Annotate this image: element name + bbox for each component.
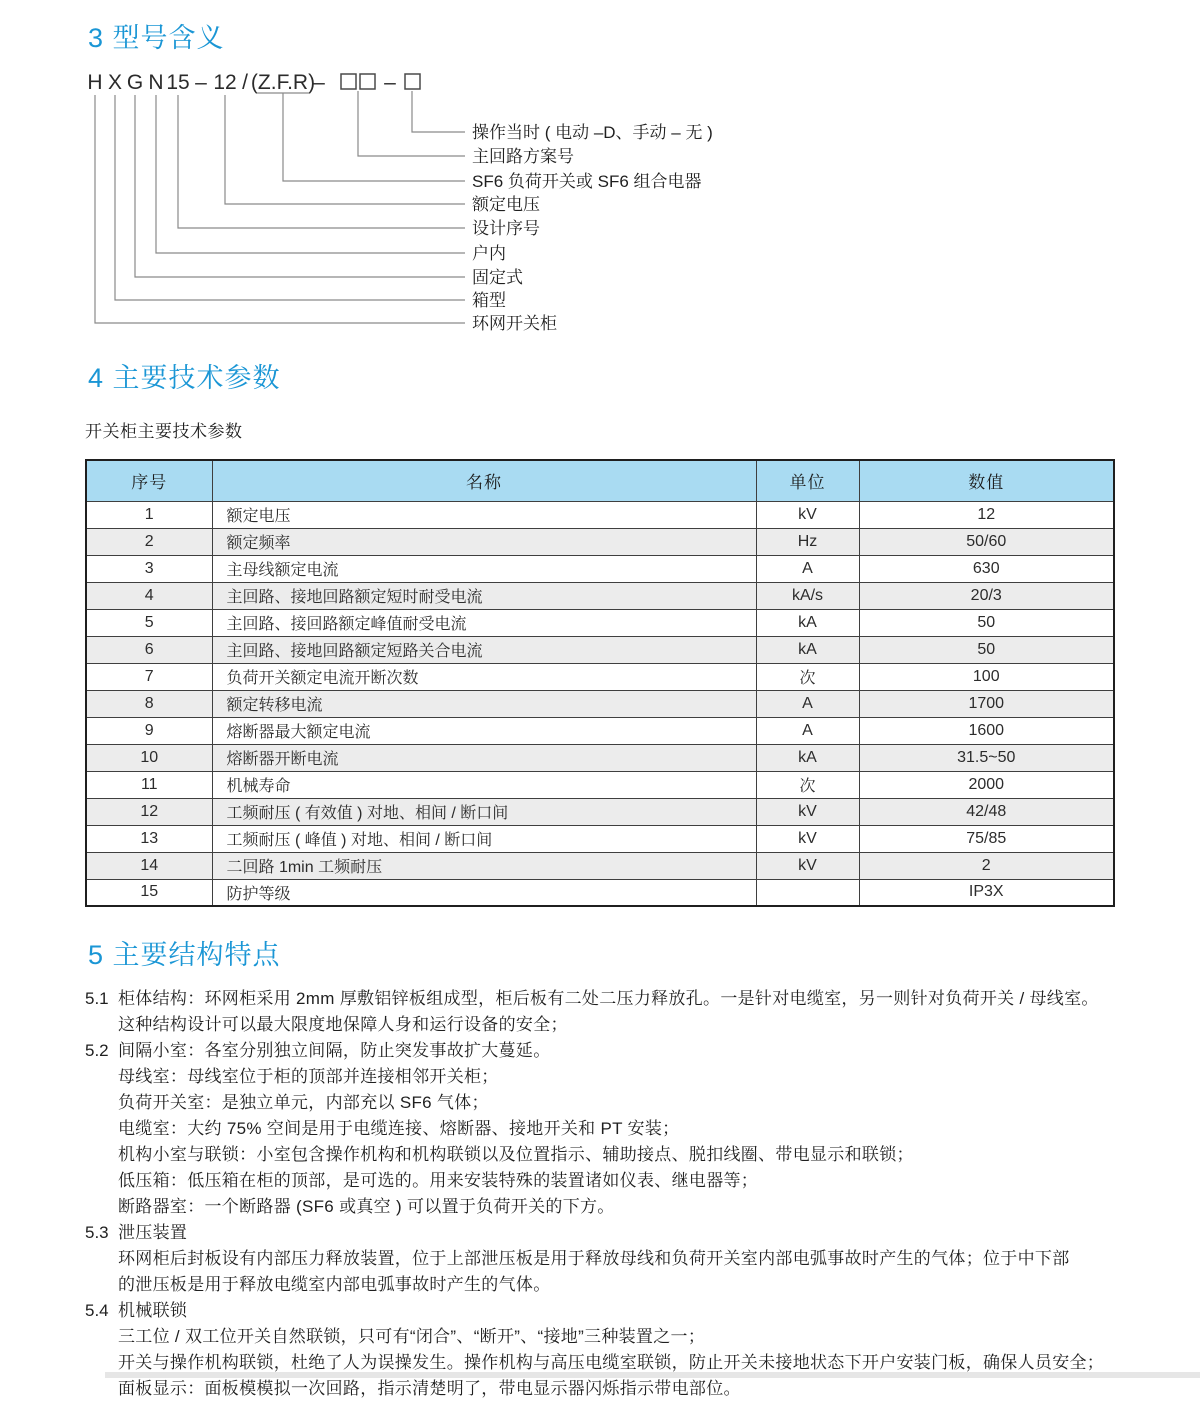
table-row (86, 717, 1114, 744)
connector-line (156, 95, 465, 253)
row-unit-cell: A (756, 690, 859, 717)
table-row (86, 852, 1114, 879)
diagram-label: SF6 负荷开关或 SF6 组合电器 (472, 172, 702, 191)
section5-line (85, 1012, 1190, 1038)
diagram-label: 固定式 (472, 268, 523, 287)
section5-line-text: 机械联锁 (118, 1301, 188, 1320)
model-token: H (87, 71, 103, 94)
section3-heading: 3 型号含义 (88, 23, 225, 53)
row-no-cell: 9 (86, 717, 212, 744)
diagram-label: 额定电压 (472, 195, 540, 214)
row-value-cell: 42/48 (859, 798, 1114, 825)
row-no-cell: 6 (86, 636, 212, 663)
section5-line-number (85, 1012, 118, 1038)
row-no-cell: 14 (86, 852, 212, 879)
table-row (86, 609, 1114, 636)
diagram-label: 箱型 (472, 291, 506, 310)
row-unit-cell: A (756, 717, 859, 744)
diagram-label: 主回路方案号 (472, 147, 574, 166)
section5-line-text: 的泄压板是用于释放电缆室内部电弧事故时产生的气体。 (118, 1275, 551, 1294)
table-row (86, 663, 1114, 690)
row-no-cell: 5 (86, 609, 212, 636)
row-value-cell: 12 (859, 501, 1114, 528)
model-token: – (313, 71, 325, 94)
connector-line (283, 93, 465, 181)
model-token: – (384, 71, 396, 94)
section5-line-text: 开关与操作机构联锁，杜绝了人为误操发生。操作机构与高压电缆室联锁，防止开关未接地状态下开户安装门板，确保人员安全； (118, 1353, 1105, 1372)
placeholder-box (360, 74, 375, 89)
section5-line-number (85, 1376, 118, 1402)
row-name-cell: 额定频率 (212, 528, 756, 555)
section5-line (85, 1142, 1190, 1168)
section5-line-text: 环网柜后封板设有内部压力释放装置，位于上部泄压板是用于释放母线和负荷开关室内部电弧事故时产生的气体；位于中下部 (118, 1249, 1070, 1268)
section5-line (85, 1194, 1190, 1220)
row-name-cell: 主回路、接回路额定峰值耐受电流 (212, 609, 756, 636)
model-code-diagram (85, 67, 1095, 342)
model-token: / (242, 71, 248, 94)
section5-line-text: 泄压装置 (118, 1223, 188, 1242)
row-no-cell: 13 (86, 825, 212, 852)
row-value-cell: 50 (859, 636, 1114, 663)
table-subtitle: 开关柜主要技术参数 (85, 422, 243, 441)
table-row (86, 555, 1114, 582)
row-no-cell: 12 (86, 798, 212, 825)
model-token: – (195, 71, 207, 94)
model-token: (Z.F.R) (250, 71, 316, 94)
model-token: N (148, 71, 164, 94)
row-value-cell: 1700 (859, 690, 1114, 717)
row-value-cell: 1600 (859, 717, 1114, 744)
row-unit-cell (756, 879, 859, 906)
model-token: 12 (213, 71, 237, 94)
section5-line (85, 1064, 1190, 1090)
table-row (86, 825, 1114, 852)
connector-line (135, 95, 465, 277)
section5-line-number: 5.4 (85, 1301, 109, 1320)
row-unit-cell: A (756, 555, 859, 582)
row-name-cell: 负荷开关额定电流开断次数 (212, 663, 756, 690)
row-unit-cell: kV (756, 501, 859, 528)
row-name-cell: 主回路、接地回路额定短路关合电流 (212, 636, 756, 663)
section5-line (85, 986, 1190, 1012)
table-row (86, 690, 1114, 717)
row-name-cell: 熔断器开断电流 (212, 744, 756, 771)
section5-line-number (85, 1090, 118, 1116)
section5-line-number (85, 1168, 118, 1194)
row-name-cell: 机械寿命 (212, 771, 756, 798)
placeholder-box (341, 74, 356, 89)
table-header-row (86, 460, 1114, 501)
section5-line (85, 1246, 1190, 1272)
row-no-cell: 7 (86, 663, 212, 690)
section5-line (85, 1272, 1190, 1298)
col-header-unit: 单位 (756, 460, 859, 501)
section5-line-text: 电缆室：大约 75% 空间是用于电缆连接、熔断器、接地开关和 PT 安装； (118, 1119, 680, 1138)
row-no-cell: 11 (86, 771, 212, 798)
section5-line-text: 这种结构设计可以最大限度地保障人身和运行设备的安全； (118, 1015, 568, 1034)
row-no-cell: 3 (86, 555, 212, 582)
section5-heading: 5 主要结构特点 (88, 940, 281, 970)
row-name-cell: 额定电压 (212, 501, 756, 528)
diagram-label: 环网开关柜 (472, 314, 557, 333)
row-name-cell: 工频耐压 ( 峰值 ) 对地、相间 / 断口间 (212, 825, 756, 852)
section5-body (85, 986, 1190, 1402)
row-name-cell: 二回路 1min 工频耐压 (212, 852, 756, 879)
model-token: 15 (166, 71, 190, 94)
col-header-no: 序号 (86, 460, 212, 501)
section5-line (85, 1116, 1190, 1142)
row-value-cell: 630 (859, 555, 1114, 582)
row-value-cell: 50/60 (859, 528, 1114, 555)
table-row (86, 528, 1114, 555)
row-unit-cell: Hz (756, 528, 859, 555)
section5-line (85, 1220, 1190, 1246)
diagram-label: 操作当时 ( 电动 –D、手动 – 无 ) (472, 123, 713, 142)
footer-strip (105, 1372, 1200, 1378)
table-row (86, 636, 1114, 663)
section5-line-number (85, 1142, 118, 1168)
table-row (86, 879, 1114, 906)
placeholder-box (405, 74, 420, 89)
section5-line (85, 1090, 1190, 1116)
row-name-cell: 防护等级 (212, 879, 756, 906)
connector-line (178, 95, 465, 228)
row-no-cell: 8 (86, 690, 212, 717)
row-no-cell: 10 (86, 744, 212, 771)
section5-line (85, 1038, 1190, 1064)
row-no-cell: 1 (86, 501, 212, 528)
model-token: G (126, 71, 144, 94)
row-unit-cell: 次 (756, 663, 859, 690)
row-unit-cell: 次 (756, 771, 859, 798)
section5-line-number: 5.3 (85, 1223, 109, 1242)
section5-line-text: 负荷开关室：是独立单元，内部充以 SF6 气体； (118, 1093, 489, 1112)
col-header-name: 名称 (212, 460, 756, 501)
section5-line (85, 1324, 1190, 1350)
section5-line-text: 机构小室与联锁：小室包含操作机构和机构联锁以及位置指示、辅助接点、脱扣线圈、带电显示和联锁； (118, 1145, 914, 1164)
section5-line-number: 5.1 (85, 989, 109, 1008)
row-unit-cell: kA/s (756, 582, 859, 609)
connector-line (412, 91, 465, 132)
table-row (86, 771, 1114, 798)
row-no-cell: 15 (86, 879, 212, 906)
row-unit-cell: kA (756, 609, 859, 636)
row-value-cell: 100 (859, 663, 1114, 690)
technical-parameters-table (85, 459, 1115, 907)
row-unit-cell: kV (756, 825, 859, 852)
row-value-cell: 20/3 (859, 582, 1114, 609)
diagram-label: 户内 (472, 244, 506, 263)
row-no-cell: 2 (86, 528, 212, 555)
row-value-cell: 50 (859, 609, 1114, 636)
section5-line-number (85, 1116, 118, 1142)
row-value-cell: 2 (859, 852, 1114, 879)
section5-line-text: 低压箱：低压箱在柜的顶部，是可选的。用来安装特殊的装置诸如仪表、继电器等； (118, 1171, 759, 1190)
row-name-cell: 熔断器最大额定电流 (212, 717, 756, 744)
row-name-cell: 主回路、接地回路额定短时耐受电流 (212, 582, 756, 609)
model-token: X (107, 71, 123, 94)
row-value-cell: 31.5~50 (859, 744, 1114, 771)
connector-line (95, 95, 465, 323)
section5-line-text: 柜体结构：环网柜采用 2mm 厚敷铝锌板组成型，柜后板有二处二压力释放孔。一是针对电缆室，另一则针对负荷开关 / 母线室。 (118, 989, 1099, 1008)
section5-line-text: 母线室：母线室位于柜的顶部并连接相邻开关柜； (118, 1067, 499, 1086)
row-no-cell: 4 (86, 582, 212, 609)
section4-heading: 4 主要技术参数 (88, 363, 281, 393)
row-unit-cell: kA (756, 636, 859, 663)
section5-line-text: 间隔小室：各室分别独立间隔，防止突发事故扩大蔓延。 (118, 1041, 551, 1060)
section5-line-text: 三工位 / 双工位开关自然联锁，只可有“闭合”、“断开”、“接地”三种装置之一； (118, 1327, 706, 1346)
row-name-cell: 工频耐压 ( 有效值 ) 对地、相间 / 断口间 (212, 798, 756, 825)
connector-line (225, 95, 465, 204)
diagram-label: 设计序号 (472, 219, 540, 238)
table-row (86, 744, 1114, 771)
row-name-cell: 额定转移电流 (212, 690, 756, 717)
col-header-value: 数值 (859, 460, 1114, 501)
section5-line-number (85, 1194, 118, 1220)
table-row (86, 798, 1114, 825)
row-value-cell: IP3X (859, 879, 1114, 906)
row-unit-cell: kV (756, 852, 859, 879)
section5-line-number (85, 1064, 118, 1090)
section5-line-number (85, 1272, 118, 1298)
section5-line-number (85, 1246, 118, 1272)
row-name-cell: 主母线额定电流 (212, 555, 756, 582)
section5-line-text: 断路器室：一个断路器 (SF6 或真空 ) 可以置于负荷开关的下方。 (118, 1197, 615, 1216)
section5-line-text: 面板显示：面板模模拟一次回路，指示清楚明了，带电显示器闪烁指示带电部位。 (118, 1379, 741, 1398)
section5-line (85, 1168, 1190, 1194)
row-unit-cell: kA (756, 744, 859, 771)
row-unit-cell: kV (756, 798, 859, 825)
section5-line-number (85, 1324, 118, 1350)
section5-line (85, 1376, 1190, 1402)
table-row (86, 501, 1114, 528)
section5-line (85, 1298, 1190, 1324)
table-row (86, 582, 1114, 609)
section5-line-number: 5.2 (85, 1041, 109, 1060)
row-value-cell: 2000 (859, 771, 1114, 798)
row-value-cell: 75/85 (859, 825, 1114, 852)
